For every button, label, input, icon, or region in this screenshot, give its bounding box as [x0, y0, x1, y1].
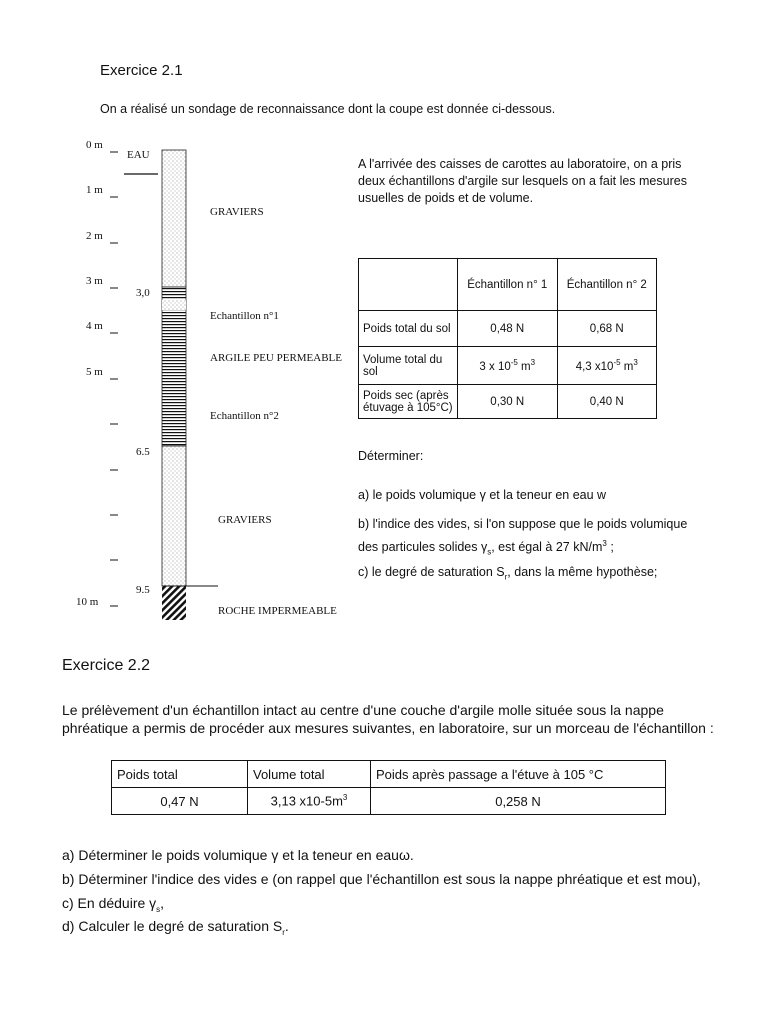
table-corner — [359, 259, 458, 311]
t2-header-total-weight: Poids total — [112, 761, 248, 788]
t2-volume-exp: 3 — [342, 793, 348, 803]
cell-volume-2-exp: -5 — [613, 358, 621, 368]
cell-total-weight-1: 0,48 N — [458, 311, 558, 347]
layer-gravel-top-label: GRAVIERS — [210, 206, 264, 218]
ex2-question-d — [62, 918, 289, 937]
depth-label-5m: 5 m — [86, 366, 103, 378]
ex1-question-b-line-1: b) l'indice des vides, si l'on suppose que le poids volumique — [358, 517, 688, 531]
row-label-dry-weight-b: étuvage à 105°C) — [363, 401, 453, 414]
depth-label-1m: 1 m — [86, 184, 103, 196]
t2-cell-total-volume — [248, 788, 371, 815]
cell-volume-2-unit: m — [620, 360, 634, 373]
ex2-qd-a: d) Calculer le degré de saturation S — [62, 918, 283, 934]
t2-cell-dry-weight: 0,258 N — [371, 788, 666, 815]
clay-gap — [162, 300, 186, 310]
row-label-dry-weight-a: Poids sec (après — [363, 389, 449, 402]
lab-measurements-table — [111, 760, 666, 815]
exercise-2-intro-line-2: phréatique a permis de procéder aux mesures suivantes, en laboratoire, sur un morceau de l'échantillon : — [62, 720, 714, 736]
cell-dry-weight-2: 0,40 N — [557, 385, 657, 419]
t2-header-dry-weight: Poids après passage a l'étuve à 105 °C — [371, 761, 666, 788]
ex2-qd-sub: r — [282, 927, 285, 937]
t2-volume-value: 3,13 x10-5m — [270, 793, 343, 809]
cell-volume-1-exp: -5 — [510, 358, 518, 368]
ex2-question-c — [62, 895, 164, 914]
header-sample-2: Échantillon n° 2 — [557, 259, 657, 311]
ex2-question-b: b) Déterminer l'indice des vides e (on rappel que l'échantillon est sous la nappe phréatique et est mou), — [62, 871, 701, 887]
rock-layer — [162, 586, 186, 620]
lab-text-line-3: usuelles de poids et de volume. — [358, 191, 534, 205]
ex1-question-a: a) le poids volumique γ et la teneur en eau w — [358, 488, 607, 502]
exercise-1-intro: On a réalisé un sondage de reconnaissance dont la coupe est donnée ci-dessous. — [100, 102, 556, 116]
cell-volume-1-unit-exp: 3 — [530, 358, 536, 368]
ex2-question-a: a) Déterminer le poids volumique γ et la teneur en eauω. — [62, 847, 414, 863]
ex1-qb2-b: , est égal à 27 kN/m — [491, 540, 603, 555]
layer-gravel-bottom-label: GRAVIERS — [218, 514, 272, 526]
row-label-total-volume-a: Volume total du — [363, 353, 443, 366]
ex1-qb2-sub: s — [487, 547, 492, 557]
determine-label: Déterminer: — [358, 449, 424, 463]
ex1-qc-sub: r — [504, 572, 508, 582]
layer-rock-label: ROCHE IMPERMEABLE — [218, 605, 337, 617]
ex2-qc-sub: s — [156, 904, 161, 914]
depth-label-2m: 2 m — [86, 230, 103, 242]
t2-header-total-volume: Volume total — [248, 761, 371, 788]
ex2-qc-b: , — [160, 895, 165, 911]
row-label-total-weight: Poids total du sol — [359, 311, 458, 347]
cell-volume-1-mantissa: 3 x 10 — [479, 360, 511, 373]
cell-volume-2-mantissa: 4,3 x10 — [575, 360, 614, 373]
sample-measurements-table — [358, 258, 657, 419]
layer-depth-3: 3,0 — [136, 287, 150, 299]
cell-volume-2-unit-exp: 3 — [633, 358, 638, 368]
cell-total-volume-1 — [458, 347, 558, 385]
gravel-layer-top — [162, 150, 186, 287]
cell-volume-1-unit: m — [517, 360, 531, 373]
cell-total-volume-2 — [557, 347, 657, 385]
ex1-qb2-a: des particules solides γ — [358, 540, 488, 555]
t2-cell-total-weight: 0,47 N — [112, 788, 248, 815]
row-label-total-volume-b: sol — [363, 365, 378, 378]
sample-1-label: Echantillon n°1 — [210, 310, 279, 322]
ex1-question-c — [358, 564, 657, 586]
ex1-qc-a: c) le degré de saturation S — [358, 565, 505, 579]
exercise-2-title: Exercice 2.2 — [62, 657, 151, 674]
layer-depth-9-5: 9.5 — [136, 584, 150, 596]
exercise-1-title: Exercice 2.1 — [100, 62, 183, 79]
ex2-qd-b: . — [284, 918, 289, 934]
depth-label-10m: 10 m — [76, 596, 99, 608]
exercise-2-intro-line-1: Le prélèvement d'un échantillon intact au centre d'une couche d'argile molle située sous la nappe — [62, 702, 664, 718]
ex1-qb2-exp: 3 — [602, 539, 607, 548]
gravel-layer-bottom — [162, 446, 186, 586]
ex1-question-b-line-2 — [358, 536, 614, 561]
layer-depth-6-5: 6.5 — [136, 446, 150, 458]
cell-total-weight-2: 0,68 N — [557, 311, 657, 347]
depth-label-3m: 3 m — [86, 275, 103, 287]
lab-text-line-2: deux échantillons d'argile sur lesquels on a fait les mesures — [358, 174, 687, 188]
lab-text-line-1: A l'arrivée des caisses de carottes au laboratoire, on a pris — [358, 157, 682, 171]
cell-dry-weight-1: 0,30 N — [458, 385, 558, 419]
clay-layer — [162, 287, 186, 446]
ex1-qc-b: , dans la même hypothèse; — [507, 565, 658, 579]
ex2-qc-a: c) En déduire γ — [62, 895, 157, 911]
row-label-total-volume — [359, 347, 458, 385]
row-label-dry-weight — [359, 385, 458, 419]
water-label: EAU — [127, 149, 150, 161]
depth-label-4m: 4 m — [86, 320, 103, 332]
depth-label-0m: 0 m — [86, 139, 103, 151]
header-sample-1: Échantillon n° 1 — [458, 259, 558, 311]
sample-2-label: Echantillon n°2 — [210, 410, 279, 422]
ex1-qb2-c: ; — [606, 540, 614, 555]
layer-clay-label: ARGILE PEU PERMEABLE — [210, 352, 342, 364]
